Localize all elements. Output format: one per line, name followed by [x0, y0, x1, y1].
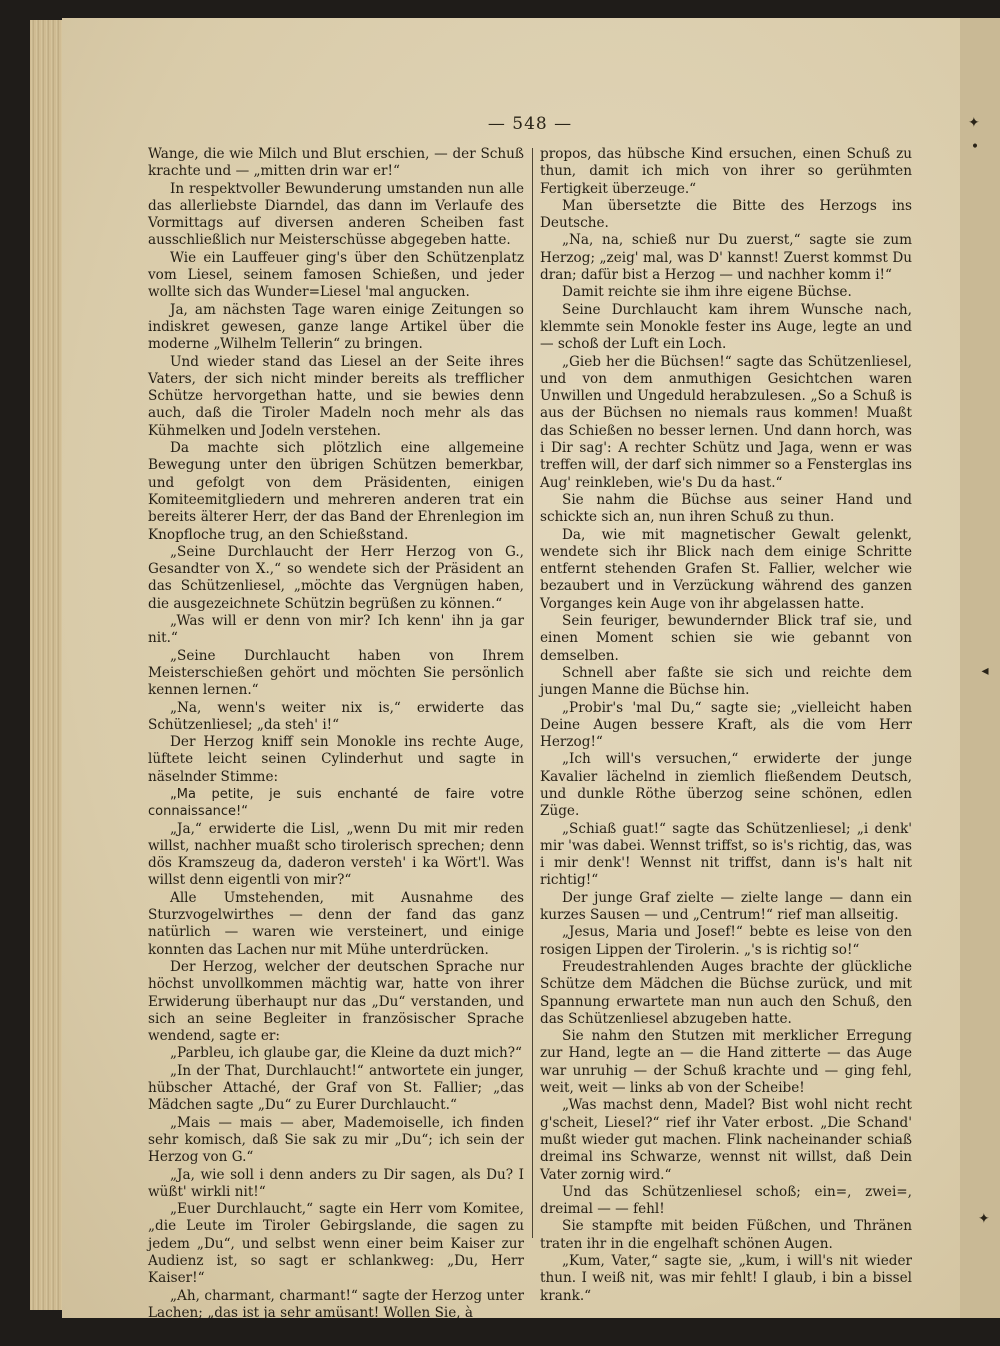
paragraph: „Gieb her die Büchsen!“ sagte das Schützenliesel, und von dem anmuthigen Gesichtchen waren Unwillen und Ungeduld herabzulesen. „So a Schuß is aus der Büchsen no niemals raus kommen! Muaßt das Schießen no besser lernen. Und dann horch, was i Dir sag': A rechter Schütz und Jaga, wenn er was treffen will, der darf sich nimmer so a Fensterglas ins Aug' reinkleben, wie's Du da hast.“ — [540, 353, 912, 491]
paragraph: „Seine Durchlaucht haben von Ihrem Meisterschießen gehört und möchten Sie persönlich kennen lernen.“ — [148, 647, 524, 699]
paragraph: „In der That, Durchlaucht!“ antwortete ein junger, hübscher Attaché, der Graf von St. Fallier; „das Mädchen sagte „Du“ zu Eurer Durchlaucht.“ — [148, 1062, 524, 1114]
paragraph: Da machte sich plötzlich eine allgemeine Bewegung unter den übrigen Schützen bemerkbar, und gefolgt von dem Präsidenten, einigen Komiteemitgliedern und mehreren anderen trat ein bereits älterer Herr, der das Band der Ehrenlegion im Knopfloche trug, an den Schießstand. — [148, 440, 524, 543]
paragraph: „Jesus, Maria und Josef!“ bebte es leise von den rosigen Lippen der Tirolerin. „'s is richtig so!“ — [540, 924, 912, 958]
text-column-right — [540, 146, 912, 1305]
paragraph: Da, wie mit magnetischer Gewalt gelenkt, wendete sich ihr Blick nach dem einige Schritte entfernt stehenden Grafen St. Fallier, welcher wie bezaubert und in Verzückung während des ganzen Vorganges kein Auge von ihr abgelassen hatte. — [540, 526, 912, 612]
paragraph: „Euer Durchlaucht,“ sagte ein Herr vom Komitee, „die Leute im Tiroler Gebirgslande, die sagen zu jedem „Du“, und selbst wenn einer beim Kaiser zur Audienz ist, so sagt er schlankweg: „Du, Herr Kaiser!“ — [148, 1201, 524, 1287]
paragraph: Der Herzog, welcher der deutschen Sprache nur höchst unvollkommen mächtig war, hatte von ihrer Erwiderung überhaupt nur das „Du“ verstanden, und sich an seine Begleiter in französischer Sprache wendend, sagte er: — [148, 958, 524, 1045]
paragraph: Und das Schützenliesel schoß; ein=, zwei=, dreimal — — fehl! — [540, 1183, 912, 1218]
paragraph: In respektvoller Bewunderung umstanden nun alle das allerliebste Diarndel, das dann im Verlaufe des Vormittags auf diversen anderen Scheiben fast ausschließlich nur Meisterschüsse abgegeben hatte. — [148, 180, 524, 249]
paragraph: Ja, am nächsten Tage waren einige Zeitungen so indiskret gewesen, ganze lange Artikel über die moderne „Wilhelm Tellerin“ zu bringen. — [148, 301, 524, 353]
paragraph: „Ah, charmant, charmant!“ sagte der Herzog unter Lachen; „das ist ja sehr amüsant! Wollen Sie, à — [148, 1287, 524, 1321]
paragraph: Der Herzog kniff sein Monokle ins rechte Auge, lüftete leicht seinen Cylinderhut und sagte in näselnder Stimme: — [148, 734, 524, 785]
paragraph: Wie ein Lauffeuer ging's über den Schützenplatz vom Liesel, seinem famosen Schießen, und jeder wollte sich das Wunder=Liesel 'mal angucken. — [148, 249, 524, 301]
paragraph: Sie stampfte mit beiden Füßchen, und Thränen traten ihr in die engelhaft schönen Augen. — [540, 1218, 912, 1252]
paragraph: „Was machst denn, Madel? Bist wohl nicht recht g'scheit, Liesel?“ rief ihr Vater erbost. „Die Schand' mußt wieder gut machen. Flink nacheinander schiaß dreimal ins Schwarze, wennst nit willst, daß Dein Vater zornig wird.“ — [540, 1097, 912, 1183]
paragraph: Schnell aber faßte sie sich und reichte dem jungen Manne die Büchse hin. — [540, 664, 912, 699]
book-page-edges — [30, 20, 65, 1310]
paragraph: Alle Umstehenden, mit Ausnahme des Sturzvogelwirthes — denn der fand das ganz natürlich — waren wie versteinert, und einige konnten das Lachen nur mit Mühe unterdrücken. — [148, 889, 524, 958]
column-divider — [532, 148, 533, 1238]
paragraph: „Kum, Vater,“ sagte sie, „kum, i will's nit wieder thun. I weiß nit, was mir fehlt! I glaub, i bin a bissel krank.“ — [540, 1253, 912, 1304]
paragraph: „Was will er denn von mir? Ich kenn' ihn ja gar nit.“ — [148, 613, 524, 647]
binding-mark-icon: ✦ — [968, 115, 980, 131]
paragraph: „Seine Durchlaucht der Herr Herzog von G., Gesandter von X.,“ so wendete sich der Präsident an das Schützenliesel, „möchte das Vergnügen haben, die ausgezeichnete Schützin begrüßen zu können.“ — [148, 543, 524, 612]
paragraph: Und wieder stand das Liesel an der Seite ihres Vaters, der sich nicht minder bereits als trefflicher Schütze hervorgethan hatte, und sie bewies denn auch, daß die Tiroler Madeln noch mehr als das Kühmelken und Jodeln verstehen. — [148, 353, 524, 439]
paragraph: Man übersetzte die Bitte des Herzogs ins Deutsche. — [540, 197, 912, 232]
paragraph: propos, das hübsche Kind ersuchen, einen Schuß zu thun, damit ich mich von ihrer so gerühmten Fertigkeit überzeuge.“ — [540, 146, 912, 197]
paragraph: Der junge Graf zielte — zielte lange — dann ein kurzes Sausen — und „Centrum!“ rief man allseitig. — [540, 889, 912, 924]
paragraph: „Parbleu, ich glaube gar, die Kleine da duzt mich?“ — [170, 1045, 522, 1062]
paragraph: Seine Durchlaucht kam ihrem Wunsche nach, klemmte sein Monokle fester ins Auge, legte an und — schoß der Luft ein Loch. — [540, 301, 912, 353]
paragraph: „Ja,“ erwiderte die Lisl, „wenn Du mit mir reden willst, nachher muaßt scho tirolerisch sprechen; denn dös Kramszeug da, daderon versteh' i ka Wört'l. Was willst denn eigentli von mir?“ — [148, 820, 524, 889]
binding-dot-icon: • — [970, 139, 980, 155]
paragraph: Sie nahm die Büchse aus seiner Hand und schickte sich an, nun ihren Schuß zu thun. — [540, 491, 912, 526]
paragraph: „Mais — mais — aber, Mademoiselle, ich finden sehr komisch, daß Sie sak zu mir „Du“; ich sein der Herzog von G.“ — [148, 1114, 524, 1166]
paragraph: „Na, na, schieß nur Du zuerst,“ sagte sie zum Herzog; „zeig' mal, was D' kannst! Zuerst kommst Du dran; dafür bist a Herzog — und nachher komm i!“ — [540, 232, 912, 284]
paragraph: Sein feuriger, bewundernder Blick traf sie, und einen Moment schien sie wie gebannt von demselben. — [540, 613, 912, 664]
paragraph: „Schiaß guat!“ sagte das Schützenliesel; „i denk' mir 'was dabei. Wennst triffst, so is's richtig, das, was i mir denk'! Wennst nit triffst, dann is's halt nit richtig!“ — [540, 820, 912, 889]
paragraph: Freudestrahlenden Auges brachte der glückliche Schütze dem Mädchen die Büchse zurück, und mit Spannung erwartete man nun auch den Schuß, den das Schützenliesel abzugeben hatte. — [540, 958, 912, 1027]
text-column-left — [148, 146, 524, 1322]
paragraph: Wange, die wie Milch und Blut erschien, — der Schuß krachte und — „mitten drin war er!“ — [148, 146, 524, 180]
page-number: — 548 — — [487, 114, 573, 134]
paragraph: „Probir's 'mal Du,“ sagte sie; „vielleicht haben Deine Augen bessere Kraft, als die vom Herr Herzog!“ — [540, 699, 912, 751]
paragraph: Sie nahm den Stutzen mit merklicher Erregung zur Hand, legte an — die Hand zitterte — das Auge war unruhig — der Schuß krachte und — ging fehl, weit, weit — links ab von der Scheibe! — [540, 1028, 912, 1097]
paragraph: Damit reichte sie ihm ihre eigene Büchse. — [562, 284, 852, 301]
binding-mark-icon: ✦ — [978, 1211, 990, 1227]
binding-mark-icon: ◂ — [981, 663, 989, 679]
paragraph: „Ich will's versuchen,“ erwiderte der junge Kavalier lächelnd in ziemlich fließendem Deutsch, und dunkle Röthe überzog seine schönen, edlen Züge. — [540, 751, 912, 820]
paragraph: „Ma petite, je suis enchanté de faire votre connaissance!“ — [148, 786, 524, 820]
paragraph: „Na, wenn's weiter nix is,“ erwiderte das Schützenliesel; „da steh' i!“ — [148, 699, 524, 733]
paragraph: „Ja, wie soll i denn anders zu Dir sagen, als Du? I wüßt' wirkli nit!“ — [148, 1166, 524, 1200]
